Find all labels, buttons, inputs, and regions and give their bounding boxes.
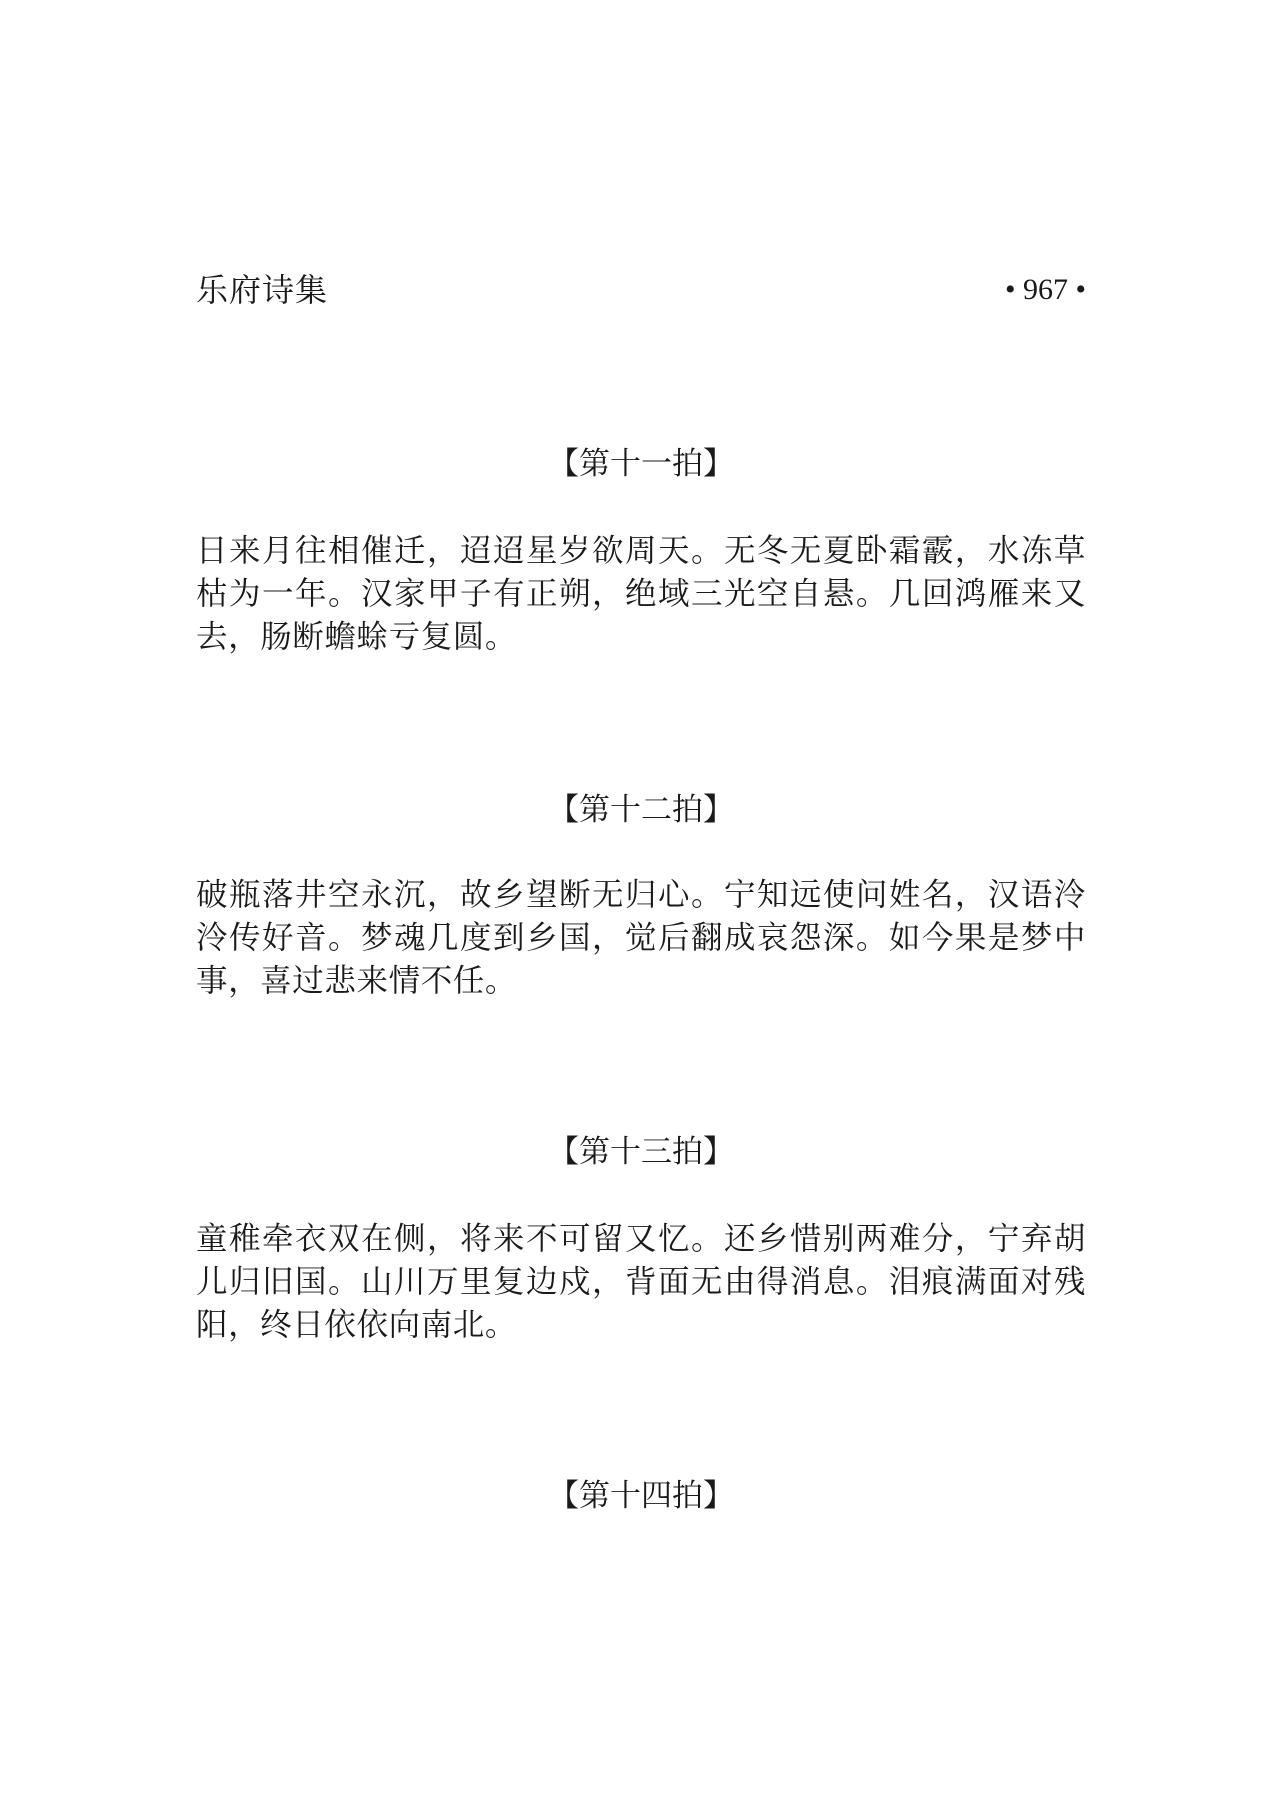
section-title-14: 【第十四拍】 bbox=[548, 1478, 734, 1514]
poem-text-11: 日来月往相催迁，迢迢星岁欲周天。无冬无夏卧霜霰，水冻草枯为一年。汉家甲子有正朔，绝域三光空自悬。几回鸿雁来又去，肠断蟾蜍亏复圆。 bbox=[196, 533, 1086, 655]
poem-text-13: 童稚牵衣双在侧，将来不可留又忆。还乡惜别两难分，宁弃胡儿归旧国。山川万里复边戍，背面无由得消息。泪痕满面对残阳，终日依依向南北。 bbox=[196, 1221, 1086, 1343]
page-header bbox=[196, 268, 1086, 312]
page-number: • 967 • bbox=[1004, 273, 1086, 306]
section-title-12: 【第十二拍】 bbox=[548, 792, 734, 828]
poem-text-12: 破瓶落井空永沉，故乡望断无归心。宁知远使问姓名，汉语泠泠传好音。梦魂几度到乡国，觉后翻成哀怨深。如今果是梦中事，喜过悲来情不任。 bbox=[196, 877, 1086, 999]
section-title-13: 【第十三拍】 bbox=[548, 1134, 734, 1170]
book-title: 乐府诗集 bbox=[196, 271, 329, 309]
section-title-11: 【第十一拍】 bbox=[548, 446, 734, 482]
